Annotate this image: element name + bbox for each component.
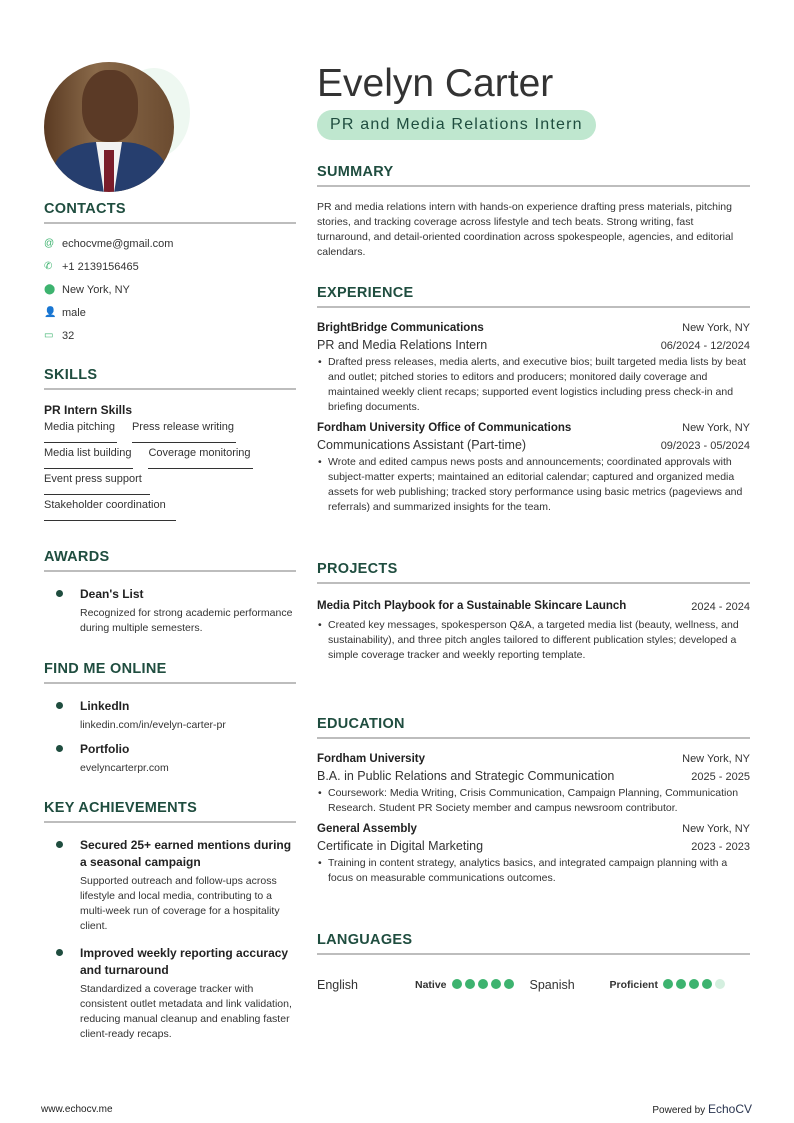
- contacts-section: [44, 201, 296, 347]
- rating-dot: [491, 979, 501, 989]
- summary-text: PR and media relations intern with hands-on experience drafting press materials, pitching stories, and tracking coverage across lifestyle and tech beats. Strong writing, fast turnaround, and detail-oriented coordination across spokespeople, agencies, and editorial calendars.: [317, 201, 734, 258]
- languages-heading: LANGUAGES: [317, 932, 750, 955]
- award-item: Dean's List Recognized for strong academic performance during multiple semesters.: [44, 586, 296, 636]
- contact-location: ⬤ New York, NY: [44, 283, 130, 296]
- footer-site[interactable]: www.echocv.me: [41, 1104, 113, 1115]
- candidate-name: Evelyn Carter: [317, 62, 554, 105]
- experience-heading: EXPERIENCE: [317, 285, 750, 308]
- skill-tag: Press release writing: [132, 417, 236, 443]
- skill-tag: Stakeholder coordination: [44, 495, 176, 521]
- online-item-portfolio: Portfolio evelyncarterpr.com: [44, 741, 296, 776]
- portfolio-link[interactable]: evelyncarterpr.com: [80, 762, 169, 774]
- rating-dot: [689, 979, 699, 989]
- rating-dot: [478, 979, 488, 989]
- online-heading: FIND ME ONLINE: [44, 661, 296, 684]
- online-item-linkedin: LinkedIn linkedin.com/in/evelyn-carter-pr: [44, 698, 296, 733]
- language-rating: [660, 978, 725, 992]
- project-item: Media Pitch Playbook for a Sustainable Skincare Launch 2024 - 2024 • Created key messages, spokesperson Q&A, a targeted media list (beauty, wellness, and sustainability), and three pitch angles tailored to different publication styles; developed a simple coverage tracker and weekly reporting template.: [317, 598, 750, 663]
- avatar: [44, 62, 174, 192]
- summary-heading: SUMMARY: [317, 164, 750, 187]
- contact-phone: ✆ +1 2139156465: [44, 260, 139, 273]
- skill-tag: Event press support: [44, 469, 150, 495]
- skills-heading: SKILLS: [44, 367, 296, 390]
- education-item: General Assembly New York, NY Certificate in Digital Marketing 2023 - 2023 • Training in content strategy, analytics basics, and integrated campaign planning with a focus on measurable communications outcomes.: [317, 823, 750, 886]
- rating-dot: [676, 979, 686, 989]
- skills-section: [44, 367, 296, 521]
- language-level: Native: [415, 979, 447, 991]
- footer-brand: EchoCV: [707, 1102, 752, 1116]
- contact-gender: 👤 male: [44, 306, 86, 319]
- skill-tag: Media list building: [44, 443, 133, 469]
- language-level: Proficient: [609, 979, 658, 991]
- rating-dot: [504, 979, 514, 989]
- achievement-item: Improved weekly reporting accuracy and turnaround Standardized a coverage tracker with consistent outlet metadata and link validation, reducing manual cleanup and enabling faster client-ready recaps.: [44, 945, 296, 1042]
- education-item: Fordham University New York, NY B.A. in Public Relations and Strategic Communication 2025 - 2025 • Coursework: Media Writing, Crisis Communication, Campaign Planning, Communication Research. Student PR Society member and campus newsroom contributor.: [317, 753, 750, 816]
- language-rating: [449, 978, 514, 992]
- achievement-item: Secured 25+ earned mentions during a seasonal campaign Supported outreach and follow-ups across lifestyle and local media, contributing to a multi-week run of coverage for a hospitality client.: [44, 837, 296, 934]
- summary-section: [317, 164, 750, 260]
- experience-item: Fordham University Office of Communications New York, NY Communications Assistant (Part-time) 09/2023 - 05/2024 • Wrote and edited campus news posts and announcements; coordinated approvals with subject-matter experts; maintained an editorial calendar; captured and organized media assets for web publishing; tracked story performance using basic metrics (pageviews and referrals) and summarized insights for the team.: [317, 422, 750, 515]
- contacts-heading: CONTACTS: [44, 201, 296, 224]
- location-icon: ⬤: [44, 284, 56, 295]
- skill-tag: Coverage monitoring: [148, 443, 252, 469]
- languages-section: [317, 932, 750, 992]
- experience-item: BrightBridge Communications New York, NY PR and Media Relations Intern 06/2024 - 12/2024 • Drafted press releases, media alerts, and executive bios; built targeted media lists by beat and outlet; pitched stories to editors and producers; monitored daily coverage and maintained weekly client recaps; supported event logistics including press check-in and briefing documents.: [317, 322, 750, 415]
- achievements-section: [44, 800, 296, 1050]
- contact-age: ▭ 32: [44, 329, 75, 342]
- experience-section: [317, 285, 750, 515]
- awards-heading: AWARDS: [44, 549, 296, 572]
- rating-dot: [452, 979, 462, 989]
- person-icon: 👤: [44, 307, 57, 318]
- skill-group-title: PR Intern Skills: [44, 403, 133, 417]
- footer-powered: Powered by EchoCV: [652, 1102, 752, 1116]
- rating-dot: [465, 979, 475, 989]
- awards-section: [44, 549, 296, 644]
- linkedin-link[interactable]: linkedin.com/in/evelyn-carter-pr: [80, 719, 226, 731]
- language-name: Spanish: [529, 978, 575, 992]
- rating-dot: [702, 979, 712, 989]
- contact-email: @ echocvme@gmail.com: [44, 237, 174, 250]
- education-section: [317, 716, 750, 886]
- job-title-pill: PR and Media Relations Intern: [317, 110, 596, 140]
- projects-section: [317, 561, 750, 663]
- language-name: English: [317, 978, 358, 992]
- calendar-icon: ▭: [44, 330, 54, 341]
- rating-dot: [715, 979, 725, 989]
- achievements-heading: KEY ACHIEVEMENTS: [44, 800, 296, 823]
- rating-dot: [663, 979, 673, 989]
- projects-heading: PROJECTS: [317, 561, 750, 584]
- skill-tag: Media pitching: [44, 417, 117, 443]
- education-heading: EDUCATION: [317, 716, 750, 739]
- phone-icon: ✆: [44, 261, 53, 272]
- online-section: [44, 661, 296, 784]
- at-icon: @: [44, 238, 55, 249]
